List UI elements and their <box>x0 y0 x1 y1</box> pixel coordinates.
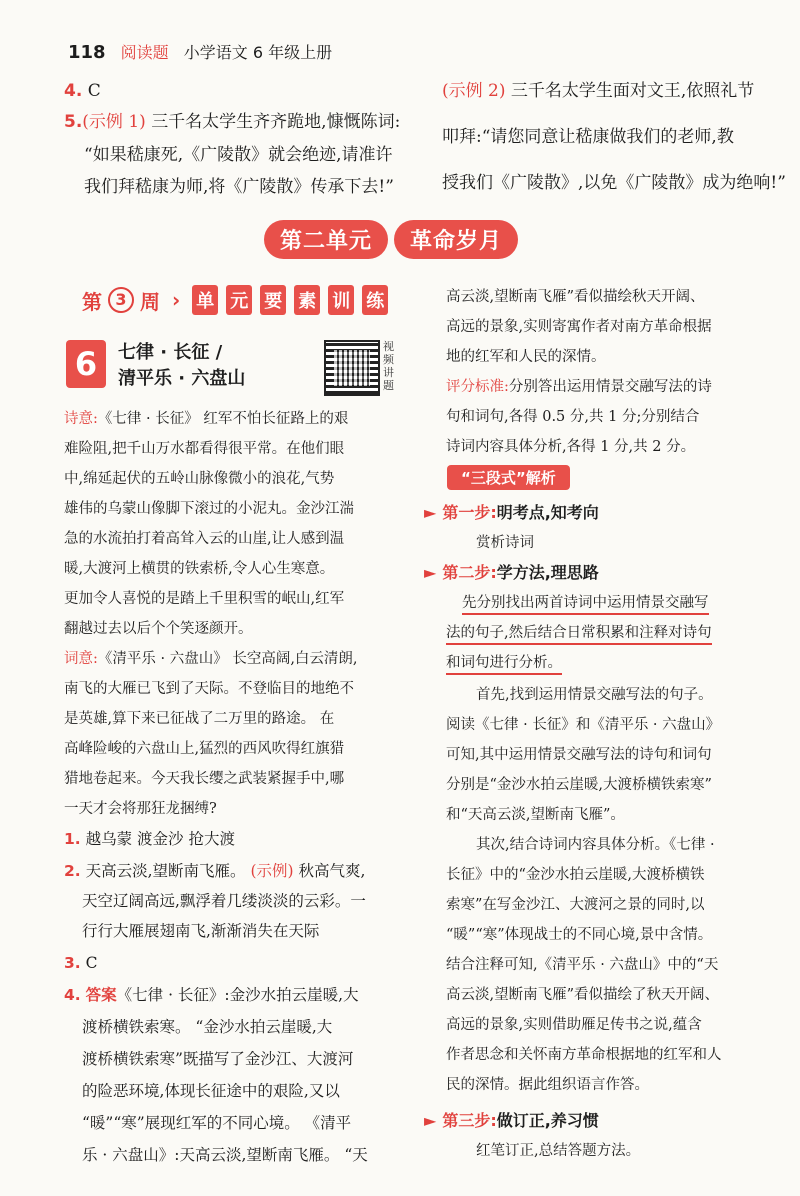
ciyi-line: 猎地卷起来。今天我长缨之武装紧握手中,哪 <box>64 771 345 787</box>
answer-1: 1. 越乌蒙 渡金沙 抢大渡 <box>64 830 235 848</box>
week-label: 第 3 周 › 单 元 要 素 训 练 <box>82 285 390 315</box>
shiyi-line: 更加令人喜悦的是踏上千里积雪的岷山,红军 <box>64 591 345 607</box>
ciyi-line: 南飞的大雁已飞到了天际。不登临目的地绝不 <box>64 681 354 697</box>
step-2-underlined: 法的句子,然后结合日常积累和注释对诗句 <box>446 618 712 648</box>
para2-line: 民的深情。据此组织语言作答。 <box>446 1077 649 1093</box>
answer-4-line: 乐 · 六盘山》:天高云淡,望断南飞雁。 “天 <box>82 1146 368 1164</box>
score-line-0: 评分标准:分别答出运用情景交融写法的诗 <box>446 379 712 395</box>
shiyi-line: 暖,大渡河上横贯的铁索桥,令人心生寒意。 <box>64 561 335 577</box>
answer-2-line2: 天空辽阔高远,飘浮着几缕淡淡的云彩。一 <box>82 892 366 910</box>
step-3: ► 第三步:做订正,养习惯 <box>424 1111 599 1130</box>
answer-2-line3: 行行大雁展翅南飞,渐渐消失在天际 <box>82 922 320 940</box>
shiyi-line: 翻越过去以后个个笑逐颜开。 <box>64 621 253 637</box>
qr-label: 视频讲题 <box>383 340 394 392</box>
page-header <box>68 40 332 63</box>
lesson-number: 6 <box>66 340 106 388</box>
ciyi-line: 一天才会将那狂龙捆缚? <box>64 801 217 817</box>
header-tag: 阅读题 <box>120 43 169 62</box>
answer-4-block: 4. 答案《七律 · 长征》:金沙水拍云崖暖,大 <box>64 986 359 1004</box>
cont-line: 地的红军和人民的深情。 <box>446 349 606 365</box>
para1-line: 和“天高云淡,望断南飞雁”。 <box>446 807 625 823</box>
para2-line: 作者思念和关怀南方革命根据地的红军和人 <box>446 1047 722 1063</box>
para1-line: 首先,找到运用情景交融写法的句子。 <box>476 687 713 703</box>
analysis-section-title: “三段式”解析 <box>447 465 570 490</box>
answer-4: 4. C <box>64 81 101 101</box>
example-2-line2: 叩拜:“请您同意让嵇康做我们的老师,教 <box>442 127 734 147</box>
lesson-title: 七律 · 长征 / 清平乐 · 六盘山 <box>118 342 246 389</box>
para1-line: 可知,其中运用情景交融写法的诗句和词句 <box>446 747 712 763</box>
step-1: ► 第一步:明考点,知考向 <box>424 503 599 522</box>
answer-5: 5.(示例 1) 三千名太学生齐齐跪地,慷慨陈词: <box>64 112 401 132</box>
unit-theme: 革命岁月 <box>394 220 518 259</box>
page-number: 118 <box>68 42 106 63</box>
step-3-body: 红笔订正,总结答题方法。 <box>476 1143 641 1159</box>
shiyi-line-0: 诗意:《七律 · 长征》 红军不怕长征路上的艰 <box>64 411 349 427</box>
para1-line: 分别是“金沙水拍云崖暖,大渡桥横铁索寒” <box>446 777 712 793</box>
answer-4-line: “暖”“寒”展现红军的不同心境。 《清平 <box>82 1114 352 1132</box>
para2-line: 高远的景象,实则借助雁足传书之说,蕴含 <box>446 1017 702 1033</box>
answer-4-line: 的险恶环境,体现长征途中的艰险,又以 <box>82 1082 340 1100</box>
ciyi-line-0: 词意:《清平乐 · 六盘山》 长空高阔,白云清朗, <box>64 651 358 667</box>
qr-code-icon[interactable] <box>324 340 380 396</box>
answer-4-line: 渡桥横铁索寒。 “金沙水拍云崖暖,大 <box>82 1018 333 1036</box>
step-1-body: 赏析诗词 <box>476 535 534 551</box>
shiyi-line: 中,绵延起伏的五岭山脉像微小的浪花,气势 <box>64 471 335 487</box>
para2-line: 高云淡,望断南飞雁”看似描绘了秋天开阔、 <box>446 987 720 1003</box>
unit-title: 第二单元 <box>264 220 388 259</box>
shiyi-line: 急的水流拍打着高耸入云的山崖,让人感到温 <box>64 531 345 547</box>
example-2: (示例 2) 三千名太学生面对文王,依照礼节 <box>442 81 755 101</box>
answer-5-line2: “如果嵇康死,《广陵散》就会绝迹,请准许 <box>84 145 393 165</box>
shiyi-line: 雄伟的乌蒙山像脚下滚过的小泥丸。金沙江湍 <box>64 501 354 517</box>
ciyi-line: 是英雄,算下来已征战了二万里的路途。 在 <box>64 711 335 727</box>
para2-line: 其次,结合诗词内容具体分析。《七律 · <box>476 837 715 853</box>
answer-3: 3. C <box>64 954 98 972</box>
para1-line: 阅读《七律 · 长征》和《清平乐 · 六盘山》 <box>446 717 721 733</box>
score-line: 诗词内容具体分析,各得 1 分,共 2 分。 <box>446 439 696 455</box>
cont-line: 高云淡,望断南飞雁”看似描绘秋天开阔、 <box>446 289 705 305</box>
score-line: 句和词句,各得 0.5 分,共 1 分;分别结合 <box>446 409 700 425</box>
para2-line: 结合注释可知,《清平乐 · 六盘山》中的“天 <box>446 957 719 973</box>
example-2-line3: 授我们《广陵散》,以免《广陵散》成为绝响!” <box>442 173 786 193</box>
step-2-underlined: 先分别找出两首诗词中运用情景交融写 <box>462 588 709 618</box>
answer-2: 2. 天高云淡,望断南飞雁。 (示例) 秋高气爽, <box>64 862 366 880</box>
para2-line: “暖”“寒”体现战士的不同心境,景中含情。 <box>446 927 713 943</box>
para2-line: 索寒”在写金沙江、大渡河之景的同时,以 <box>446 897 705 913</box>
answer-4-line: 渡桥横铁索寒”既描写了金沙江、大渡河 <box>82 1050 354 1068</box>
shiyi-line: 难险阻,把千山万水都看得很平常。在他们眼 <box>64 441 345 457</box>
step-2: ► 第二步:学方法,理思路 <box>424 563 599 582</box>
step-2-underlined: 和词句进行分析。 <box>446 648 562 678</box>
answer-5-line3: 我们拜嵇康为师,将《广陵散》传承下去!” <box>84 177 394 197</box>
unit-banner <box>264 218 518 260</box>
para2-line: 长征》中的“金沙水拍云崖暖,大渡桥横铁 <box>446 867 705 883</box>
book-title: 小学语文 6 年级上册 <box>183 43 333 62</box>
cont-line: 高远的景象,实则寄寓作者对南方革命根据 <box>446 319 712 335</box>
ciyi-line: 高峰险峻的六盘山上,猛烈的西风吹得红旗猎 <box>64 741 345 757</box>
